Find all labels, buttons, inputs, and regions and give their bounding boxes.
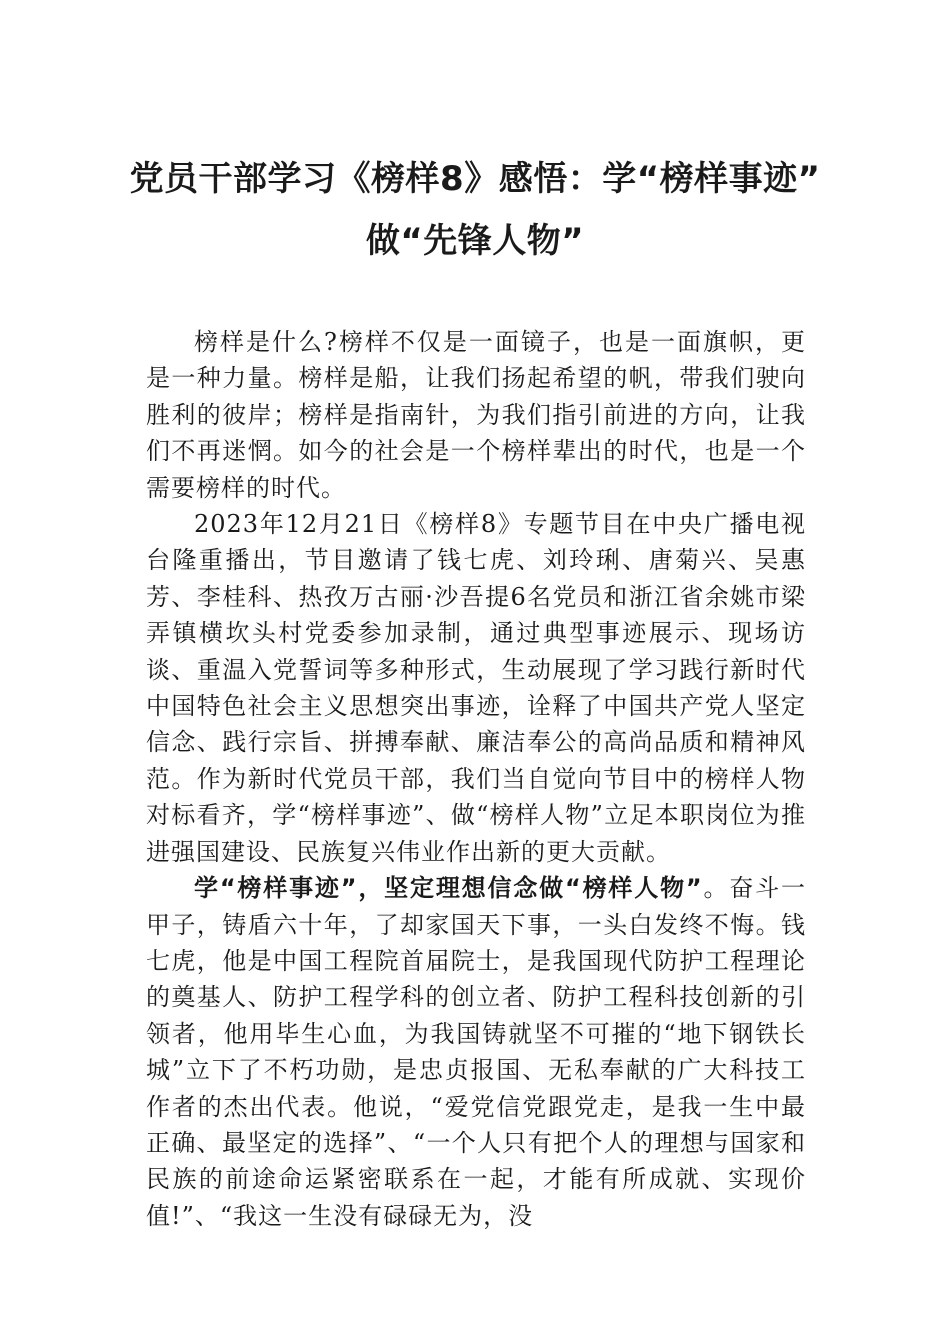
section-heading: 学“榜样事迹”，坚定理想信念做“榜样人物” (194, 874, 703, 903)
paragraph-text: 2023年12月21日《榜样8》专题节目在中央广播电视台隆重播出，节目邀请了钱七虎、刘玲琍、唐菊兴、吴惠芳、李桂科、热孜万古丽·沙吾提6名党员和浙江省余姚市梁弄镇横坎头村党委参加录制，通过典型事迹展示、现场访谈、重温入党誓词等多种形式，生动展现了学习践行新时代中国特色社会主义思想突出事迹，诠释了中国共产党人坚定信念、践行宗旨、拼搏奉献、廉洁奉公的高尚品质和精神风范。作为新时代党员干部，我们当自觉向节目中的榜样人物对标看齐，学“榜样事迹”、做“榜样人物”立足本职岗位为推进强国建设、民族复兴伟业作出新的更大贡献。 (146, 510, 806, 866)
document-title: 党员干部学习《榜样8》感悟：学“榜样事迹” 做“先锋人物” (129, 159, 821, 261)
paragraph-program (146, 506, 806, 870)
paragraph-text: 榜样是什么?榜样不仅是一面镜子，也是一面旗帜，更是一种力量。榜样是船，让我们扬起希望的帆，带我们驶向胜利的彼岸；榜样是指南针，为我们指引前进的方向，让我们不再迷惘。如今的社会是一个榜样辈出的时代，也是一个需要榜样的时代。 (146, 328, 806, 502)
paragraph-intro (146, 324, 806, 506)
paragraph-text: 。奋斗一甲子，铸盾六十年，了却家国天下事，一头白发终不悔。钱七虎，他是中国工程院首届院士，是我国现代防护工程理论的奠基人、防护工程学科的创立者、防护工程科技创新的引领者，他用毕生心血，为我国铸就坚不可摧的“地下钢铁长城”立下了不朽功勋，是忠贞报国、无私奉献的广大科技工作者的杰出代表。他说，“爱党信党跟党走，是我一生中最正确、最坚定的选择”、“一个人只有把个人的理想与国家和民族的前途命运紧密联系在一起，才能有所成就、实现价值!”、“我这一生没有碌碌无为，没 (146, 874, 807, 1230)
paragraph-section-1 (146, 870, 806, 1234)
document-body (146, 324, 806, 1234)
